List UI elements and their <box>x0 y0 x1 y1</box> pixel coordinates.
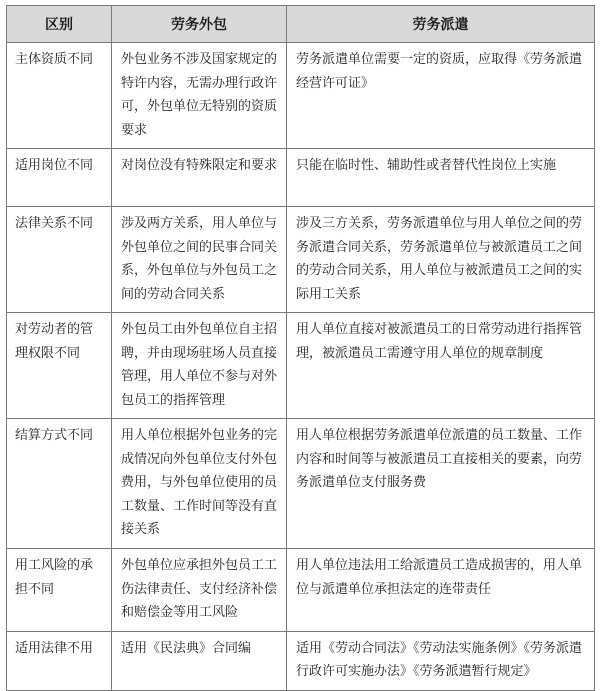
table-row <box>7 43 595 149</box>
row-outsourcing: 外包员工由外包单位自主招聘，并由现场驻场人员直接管理，用人单位不参与对外包员工的指挥管理 <box>112 313 287 419</box>
row-dispatch: 劳务派遣单位需要一定的资质，应取得《劳务派遣经营许可证》 <box>287 43 595 149</box>
row-category: 对劳动者的管理权限不同 <box>7 313 112 419</box>
row-outsourcing: 涉及两方关系，用人单位与外包单位之间的民事合同关系，外包单位与外包员工之间的劳动合同关系 <box>112 207 287 313</box>
row-category: 结算方式不同 <box>7 419 112 549</box>
table-row <box>7 631 595 690</box>
table-row <box>7 313 595 419</box>
row-outsourcing: 对岗位没有特殊限定和要求 <box>112 149 287 207</box>
row-dispatch: 只能在临时性、辅助性或者替代性岗位上实施 <box>287 149 595 207</box>
row-category: 法律关系不同 <box>7 207 112 313</box>
row-outsourcing: 外包业务不涉及国家规定的特许内容，无需办理行政许可，外包单位无特别的资质要求 <box>112 43 287 149</box>
row-outsourcing: 适用《民法典》合同编 <box>112 631 287 690</box>
table-row <box>7 549 595 632</box>
row-dispatch: 用人单位根据劳务派遣单位派遣的员工数量、工作内容和时间等与被派遣员工直接相关的要素，向劳务派遣单位支付服务费 <box>287 419 595 549</box>
row-category: 适用法律不用 <box>7 631 112 690</box>
row-outsourcing: 外包单位应承担外包员工工伤法律责任、支付经济补偿和赔偿金等用工风险 <box>112 549 287 632</box>
header-outsourcing: 劳务外包 <box>112 6 287 43</box>
row-category: 用工风险的承担不同 <box>7 549 112 632</box>
header-row <box>7 6 595 43</box>
table-row <box>7 149 595 207</box>
row-dispatch: 用人单位直接对被派遣员工的日常劳动进行指挥管理，被派遣员工需遵守用人单位的规章制度 <box>287 313 595 419</box>
header-difference: 区别 <box>7 6 112 43</box>
row-dispatch: 适用《劳动合同法》《劳动法实施条例》《劳务派遣行政许可实施办法》《劳务派遣暂行规定》 <box>287 631 595 690</box>
comparison-table <box>6 5 595 691</box>
row-outsourcing: 用人单位根据外包业务的完成情况向外包单位支付外包费用，与外包单位使用的员工数量、工作时间等没有直接关系 <box>112 419 287 549</box>
row-dispatch: 用人单位违法用工给派遣员工造成损害的，用人单位与派遣单位承担法定的连带责任 <box>287 549 595 632</box>
table-row <box>7 419 595 549</box>
row-category: 主体资质不同 <box>7 43 112 149</box>
table-row <box>7 207 595 313</box>
row-category: 适用岗位不同 <box>7 149 112 207</box>
row-dispatch: 涉及三方关系，劳务派遣单位与用人单位之间的劳务派遣合同关系，劳务派遣单位与被派遣员工之间的劳动合同关系，用人单位与被派遣员工之间的实际用工关系 <box>287 207 595 313</box>
header-dispatch: 劳务派遣 <box>287 6 595 43</box>
